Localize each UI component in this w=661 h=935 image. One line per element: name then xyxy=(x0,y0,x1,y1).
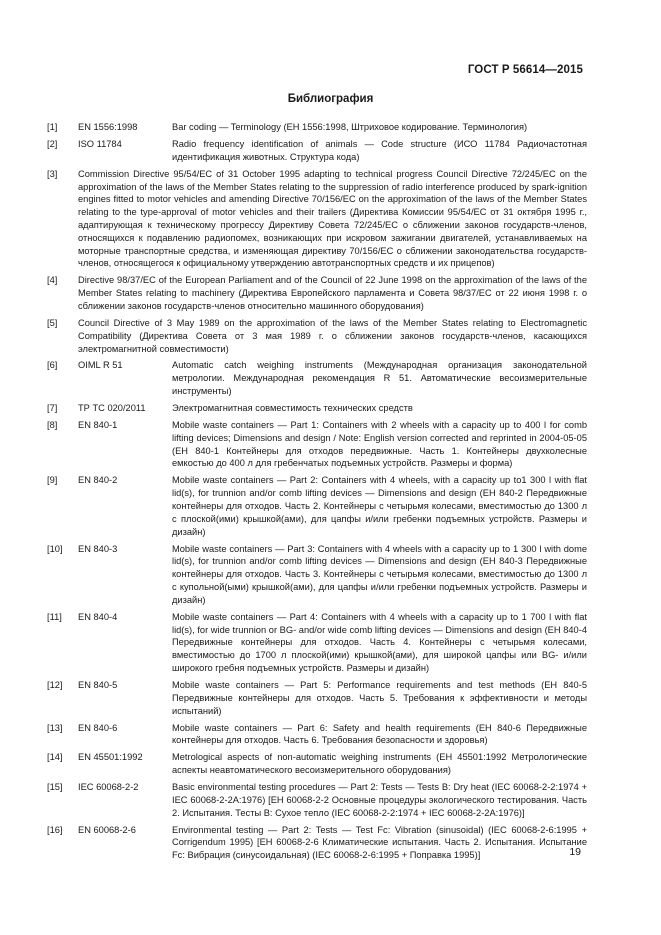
entry-number: [5] xyxy=(47,317,58,328)
bibliography-list xyxy=(47,121,587,866)
entry-code: EN 840-4 xyxy=(78,611,118,622)
bibliography-entry xyxy=(47,402,587,415)
bibliography-entry xyxy=(47,679,587,717)
entry-description: Basic environmental testing procedures — Part 2: Tests — Tests B: Dry heat (IEC 60068-2-2:1974 + IEC 60068-2-2A:1976) [ЕН 60068-2-2 Основные процедуры экологического тестирования. Часть 2. Испытания. Тесты В: Сухое тепло (IEC 60068-2-2:1974 + IEC 60068-2-2A:1976)] xyxy=(172,782,587,818)
entry-number: [12] xyxy=(47,679,63,690)
bibliography-entry xyxy=(47,274,587,312)
entry-description: Commission Directive 95/54/EC of 31 October 1995 adapting to technical progress Council Directive 72/245/EC on the approximation of the laws of the Member States relating to the suppression of radio interference produced by spark-ignition engines fitted to motor vehicles and amending Directive 70/156/EC on the approximation of the laws of the Member States relating to the type-approval of motor vehicles and their trailers (Директива Комиссии 95/54/ЕС от 31 октября 1995 г., адаптирующая к техническому прогрессу Директиву Совета 72/245/ЕС о сближении законов государств-членов, относящихся к подавлению радиопомех, возникающих при искровом зажигании двигателей, устанавливаемых на моторные транспортные средства, и изменяющая директиву 70/156/ЕС о сближении законодательства государств-членов, относящегося к официальному утверждению автотранспортных средств и их прицепов) xyxy=(78,168,587,269)
entry-number: [7] xyxy=(47,403,58,414)
entry-number: [6] xyxy=(47,360,58,371)
entry-description: Mobile waste containers — Part 4: Containers with 4 wheels with a capacity up to 1 700 l with flat lid(s), for wide trunnion or BG- and/or wide comb lifting devices — Dimensions and design (ЕН 840-4 Передвижные контейнеры для отходов. Часть 4. Контейнеры с четырьмя колесами, вместимостью до 1700 л плоской(ими) крышкой(ами), для широкой цапфы или BG- и/или широкого гребня подъемных устройств. Размеры и дизайн) xyxy=(172,611,587,673)
bibliography-entry xyxy=(47,317,587,355)
bibliography-entry xyxy=(47,359,587,397)
bibliography-entry xyxy=(47,781,587,819)
bibliography-entry xyxy=(47,474,587,538)
entry-number: [14] xyxy=(47,752,63,763)
bibliography-entry xyxy=(47,611,587,675)
entry-number: [8] xyxy=(47,420,58,431)
entry-number: [9] xyxy=(47,475,58,486)
entry-code: ТР ТС 020/2011 xyxy=(78,403,146,414)
entry-code: OIML R 51 xyxy=(78,360,123,371)
page-number: 19 xyxy=(569,846,581,858)
entry-code: ISO 11784 xyxy=(78,138,122,149)
bibliography-entry xyxy=(47,138,587,164)
entry-description: Электромагнитная совместимость технических средств xyxy=(172,403,413,414)
entry-code: EN 840-5 xyxy=(78,679,118,690)
entry-description: Mobile waste containers — Part 1: Containers with 2 wheels with a capacity up to 400 l for comb lifting devices; Dimensions and design / Note: English version corrected and reprinted in 2004-05-05 (ЕН 840-1 Контейнеры для отходов передвижные. Часть 1. Контейнеры двухколесные емкостью до 400 л для гребенчатых подъемных устройств. Размеры и форма) xyxy=(172,420,587,469)
entry-description: Mobile waste containers — Part 3: Containers with 4 wheels with a capacity up to 1 300 l with dome lid(s), for trunnion and/or comb lifting devices — Dimensions and design (ЕН 840-3 Передвижные контейнеры для отходов. Часть 3. Контейнеры с четырьмя колесами, вместимостью до 1300 л с купольной(ыми) крышкой(ами), для цапфы и/или гребенки подъемных устройств. Размеры и дизайн) xyxy=(172,543,587,605)
entry-description: Mobile waste containers — Part 6: Safety and health requirements (ЕН 840-6 Передвижные контейнеры для отходов. Часть 6. Требования безопасности и здоровья) xyxy=(172,722,587,746)
entry-description: Automatic catch weighing instruments (Международная организация законодательной метрологии. Международная рекомендация R 51. Автоматические весоизмерительные инструменты) xyxy=(172,360,587,397)
entry-number: [16] xyxy=(47,824,63,835)
entry-number: [10] xyxy=(47,543,63,554)
bibliography-entry xyxy=(47,751,587,777)
entry-number: [1] xyxy=(47,122,58,132)
entry-number: [3] xyxy=(47,168,58,179)
entry-number: [11] xyxy=(47,611,62,622)
entry-code: EN 45501:1992 xyxy=(78,752,143,763)
bibliography-entry xyxy=(47,121,587,134)
entry-number: [4] xyxy=(47,275,58,286)
entry-description: Metrological aspects of non-automatic weighing instruments (ЕН 45501:1992 Метрологические аспекты неавтоматического весоизмерительного оборудования) xyxy=(172,752,587,776)
entry-description: Council Directive of 3 May 1989 on the approximation of the laws of the Member States relating to Electromagnetic Compatibility (Директива Совета от 3 мая 1989 г. о сближении законов государств-членов, касающихся электромагнитной совместимости) xyxy=(78,317,587,354)
standard-code: ГОСТ Р 56614—2015 xyxy=(467,64,583,76)
entry-description: Environmental testing — Part 2: Tests — Test Fc: Vibration (sinusoidal) (IEC 60068-2-6:1995 + Corrigendum 1995) [ЕН 60068-2-6 Климатические испытания. Часть 2. Испытания. Испытание Fc: Вибрация (синусоидальная) (IEC 60068-2-6:1995 + Поправка 1995)] xyxy=(172,824,587,861)
entry-number: [13] xyxy=(47,722,63,733)
entry-code: EN 840-2 xyxy=(78,475,118,486)
entry-description: Directive 98/37/EC of the European Parliament and of the Council of 22 June 1998 on the approximation of the laws of the Member States relating to machinery (Директива Европейского парламента и Совета 98/37/ЕС от 22 июня 1998 г. о сближении законов государств-членов относительно машинного оборудования) xyxy=(78,275,587,311)
bibliography-entry xyxy=(47,722,587,748)
entry-description: Mobile waste containers — Part 2: Containers with 4 wheels, with a capacity up to1 300 l with flat lid(s), for trunnion and/or comb lifting devices — Dimensions and design (ЕН 840-2 Передвижные контейнеры для отходов. Часть 2. Контейнеры с четырьмя колесами, вместимостью до 1300 л с плоской(ими) крышкой(ами), для цапфы и/или гребенки подъемных устройств. Размеры и дизайн) xyxy=(172,475,587,537)
entry-code: EN 840-6 xyxy=(78,722,118,733)
entry-description: Mobile waste containers — Part 5: Performance requirements and test methods (ЕН 840-5 Передвижные контейнеры для отходов. Часть 5. Требования к эффективности и методы испытаний) xyxy=(172,679,587,716)
entry-code: EN 60068-2-6 xyxy=(78,824,136,835)
entry-code: IEC 60068-2-2 xyxy=(78,782,139,793)
entry-number: [15] xyxy=(47,782,63,793)
bibliography-entry xyxy=(47,824,587,862)
page-title: Библиография xyxy=(287,93,374,105)
entry-code: EN 1556:1998 xyxy=(78,122,138,132)
entry-description: Radio frequency identification of animals — Code structure (ИСО 11784 Радиочастотная идентификация животных. Структура кода) xyxy=(172,138,587,162)
entry-code: EN 840-1 xyxy=(78,420,118,431)
entry-description: Bar coding — Terminology (ЕН 1556:1998, Штриховое кодирование. Терминология) xyxy=(172,122,528,132)
bibliography-entry xyxy=(47,543,587,607)
bibliography-entry xyxy=(47,168,587,270)
entry-number: [2] xyxy=(47,138,58,149)
bibliography-entry xyxy=(47,419,587,470)
entry-code: EN 840-3 xyxy=(78,543,118,554)
